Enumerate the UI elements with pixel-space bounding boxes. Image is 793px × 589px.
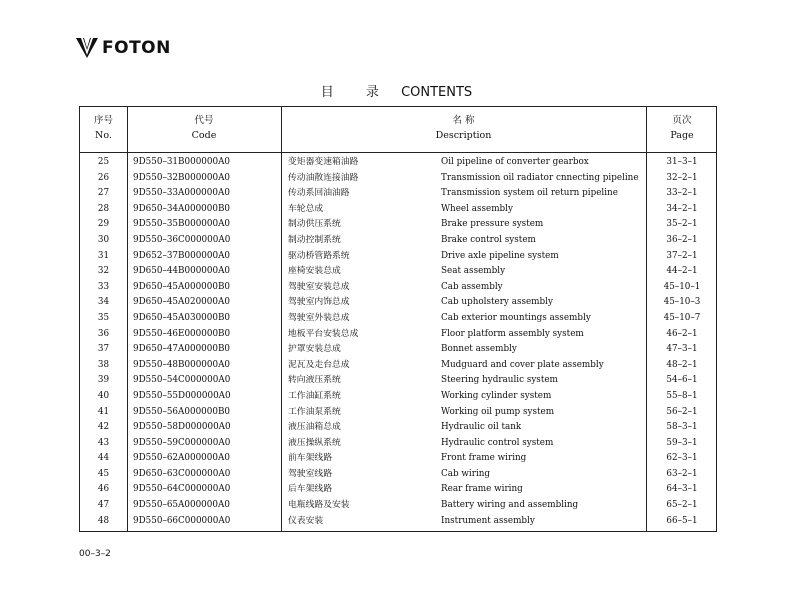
row-description: Brake control system [441,234,536,245]
row-code: 9D550–54C000000A0 [133,375,231,386]
table-row [80,311,716,327]
row-code: 9D550–58D000000A0 [133,422,231,433]
table-row [80,420,716,436]
row-name-zh: 传动油散连接油路 [288,172,359,183]
table-row [80,171,716,187]
row-code: 9D550–59C000000A0 [133,437,231,448]
row-name-zh: 前车架线路 [288,453,332,464]
row-description: Wheel assembly [441,203,513,214]
row-description: Working oil pump system [441,406,555,417]
row-description: Cab exterior mountings assembly [441,312,591,323]
row-name-zh: 液压操纵系统 [288,437,341,448]
row-name-zh: 护罩安装总成 [288,344,341,355]
header-no: 序号 No. [93,115,113,141]
row-number: 41 [97,406,110,417]
row-description: Transmission system oil return pipeline [441,188,618,199]
row-description: Transmission oil radiator cnnecting pipeline [441,172,639,183]
row-number: 30 [97,234,110,245]
title-en: CONTENTS [401,85,473,100]
table-row [80,217,716,233]
row-description: Hydraulic control system [441,437,554,448]
row-name-zh: 仪表安装 [288,515,324,526]
row-name-zh: 变矩器变速箱油路 [288,157,359,167]
table-row [80,389,716,405]
row-page: 59–3–1 [666,437,698,448]
row-number: 39 [97,375,110,386]
row-number: 43 [97,437,110,448]
foton-logo [76,38,171,58]
row-code: 9D550–56A000000B0 [133,406,231,417]
row-description: Rear frame wiring [441,484,523,495]
table-row [80,202,716,218]
table-row [80,280,716,296]
row-number: 27 [97,188,110,199]
row-code: 9D550–46E000000B0 [133,328,231,339]
row-code: 9D650–63C000000A0 [133,468,231,479]
row-number: 34 [97,297,110,308]
row-number: 33 [97,281,110,292]
row-name-zh: 车轮总成 [288,203,324,214]
row-description: Cab assembly [441,281,503,292]
row-name-zh: 后车架线路 [288,484,332,495]
page-title [0,81,793,100]
row-name-zh: 驾驶室线路 [288,468,332,479]
row-page: 47–3–1 [666,344,698,355]
table-row [80,264,716,280]
row-code: 9D650–45A030000B0 [133,312,231,323]
row-code: 9D550–64C000000A0 [133,484,231,495]
foton-emblem-icon [76,38,98,58]
row-description: Front frame wiring [441,453,527,464]
title-zh: 目 录 [320,85,393,100]
row-code: 9D550–31B000000A0 [133,157,231,167]
row-number: 28 [97,203,110,214]
table-body [80,155,716,529]
row-page: 54–6–1 [666,375,698,386]
table-row [80,233,716,249]
table-row [80,467,716,483]
header-description: 名 称 Description [435,115,492,141]
row-page: 35–2–1 [666,219,698,230]
row-page: 63–2–1 [666,468,698,479]
row-code: 9D550–62A000000A0 [133,453,230,464]
row-number: 26 [97,172,110,183]
row-page: 65–2–1 [666,500,698,511]
table-row [80,342,716,358]
row-name-zh: 工作油缸系统 [288,390,341,401]
header-page: 页次 Page [670,115,694,141]
row-page: 46–2–1 [666,328,698,339]
row-page: 45–10–3 [663,297,701,308]
row-name-zh: 制动控制系统 [288,234,341,245]
row-description: Brake pressure system [441,219,544,230]
row-code: 9D650–45A000000B0 [133,281,231,292]
row-page: 48–2–1 [666,359,698,370]
row-number: 37 [97,344,110,355]
row-description: Drive axle pipeline system [441,250,559,261]
row-page: 58–3–1 [666,422,698,433]
contents-table [79,106,717,532]
row-number: 25 [97,157,110,167]
row-name-zh: 液压油箱总成 [288,422,341,433]
row-number: 31 [97,250,110,261]
table-row [80,186,716,202]
table-row [80,327,716,343]
row-number: 40 [97,390,110,401]
row-page: 66–5–1 [666,515,698,526]
row-name-zh: 转向液压系统 [288,375,341,386]
row-page: 62–3–1 [666,453,698,464]
row-number: 48 [97,515,110,526]
row-page: 34–2–1 [666,203,698,214]
row-number: 35 [97,312,110,323]
row-code: 9D650–44B000000A0 [133,266,231,277]
row-description: Instrument assembly [441,515,535,526]
row-description: Working cylinder system [441,390,552,401]
row-name-zh: 驱动桥管路系统 [288,250,350,261]
table-row [80,436,716,452]
table-row [80,451,716,467]
row-code: 9D550–33A000000A0 [133,188,230,199]
table-row [80,482,716,498]
table-row [80,358,716,374]
row-number: 32 [97,266,110,277]
table-row [80,155,716,171]
page-number: 00–3–2 [79,549,111,559]
row-code: 9D550–36C000000A0 [133,234,231,245]
table-row [80,514,716,530]
row-number: 38 [97,359,110,370]
row-code: 9D550–65A000000A0 [133,500,230,511]
row-code: 9D550–55D000000A0 [133,390,231,401]
row-number: 29 [97,219,110,230]
row-page: 36–2–1 [666,234,698,245]
row-name-zh: 座椅安装总成 [288,266,341,277]
row-name-zh: 工作油泵系统 [288,406,341,417]
row-description: Oil pipeline of converter gearbox [441,157,589,167]
row-number: 45 [97,468,110,479]
row-code: 9D550–35B000000A0 [133,219,231,230]
row-page: 31–3–1 [666,157,698,167]
row-name-zh: 地板平台安装总成 [288,328,359,339]
row-name-zh: 驾驶室安装总成 [288,281,350,292]
row-page: 37–2–1 [666,250,698,261]
table-row [80,498,716,514]
row-description: Cab wiring [441,468,491,479]
table-row [80,295,716,311]
row-code: 9D550–48B000000A0 [133,359,231,370]
table-row [80,405,716,421]
row-name-zh: 电瓶线路及安装 [288,500,350,511]
row-page: 64–3–1 [666,484,698,495]
row-number: 46 [97,484,110,495]
row-number: 44 [97,453,110,464]
header-code: 代号 Code [191,115,217,141]
row-code: 9D550–66C000000A0 [133,515,231,526]
row-description: Bonnet assembly [441,344,517,355]
brand-name: FOTON [102,38,171,58]
row-page: 32–2–1 [666,172,698,183]
row-name-zh: 驾驶室内饰总成 [288,297,350,308]
row-description: Floor platform assembly system [441,328,584,339]
row-page: 55–8–1 [666,390,698,401]
row-description: Battery wiring and assembling [441,500,579,511]
row-code: 9D650–34A000000B0 [133,203,231,214]
row-code: 9D550–32B000000A0 [133,172,231,183]
table-row [80,373,716,389]
table-row [80,249,716,265]
row-page: 45–10–7 [663,312,701,323]
row-description: Seat assembly [441,266,506,277]
row-name-zh: 驾驶室外装总成 [288,312,350,323]
row-name-zh: 传动系回油油路 [288,188,350,199]
row-number: 47 [97,500,110,511]
row-code: 9D650–45A020000A0 [133,297,230,308]
row-number: 42 [97,422,110,433]
row-page: 44–2–1 [666,266,698,277]
row-code: 9D650–47A000000B0 [133,344,231,355]
row-code: 9D652–37B000000A0 [133,250,231,261]
row-number: 36 [97,328,110,339]
row-page: 56–2–1 [666,406,698,417]
row-description: Hydraulic oil tank [441,422,522,433]
row-name-zh: 制动供压系统 [288,219,341,230]
row-description: Mudguard and cover plate assembly [441,359,604,370]
row-description: Cab upholstery assembly [441,297,553,308]
row-name-zh: 泥瓦及走台总成 [288,359,350,370]
row-page: 45–10–1 [663,281,701,292]
row-description: Steering hydraulic system [441,375,558,386]
table-header [80,107,716,153]
row-page: 33–2–1 [666,188,698,199]
